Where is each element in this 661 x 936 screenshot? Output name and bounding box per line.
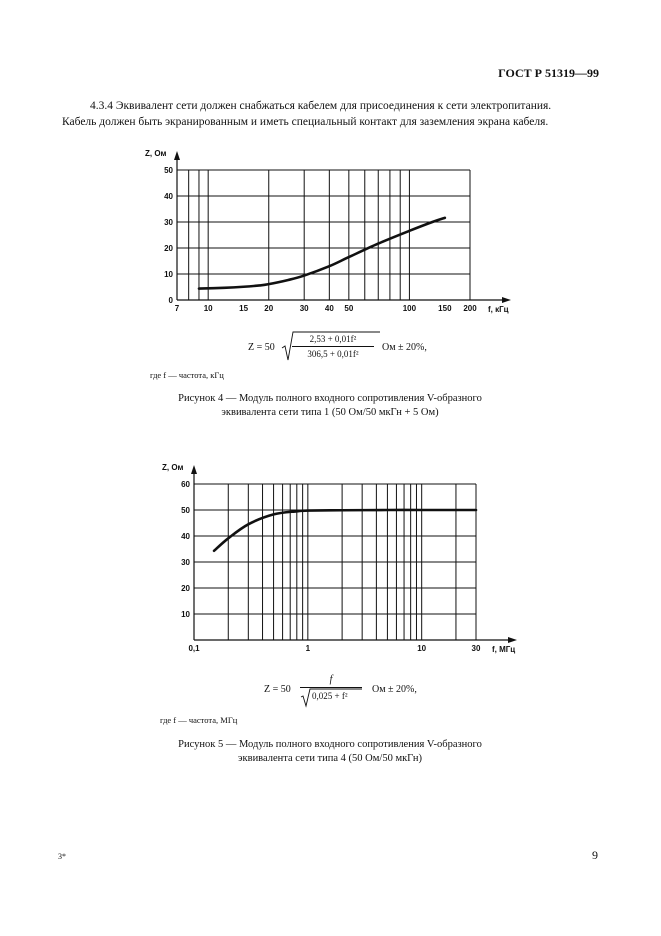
fig5-xlabel: f, МГц — [492, 645, 516, 654]
fig5-ylabel: Z, Ом — [162, 463, 184, 472]
fig5-x-tick-label: 1 — [305, 644, 311, 653]
fig4-x-tick-label: 20 — [264, 304, 274, 313]
fig5-caption-line-2: эквивалента сети типа 4 (50 Ом/50 мкГн) — [238, 753, 422, 764]
fig4-caption-line-2: эквивалента сети типа 1 (50 Ом/50 мкГн + 5 Ом) — [221, 407, 439, 418]
fig4-caption-line-1: Рисунок 4 — Модуль полного входного сопротивления V-образного — [178, 393, 482, 404]
fig5-formula — [264, 674, 464, 710]
fig4-formula-numerator: 2,53 + 0,01f² — [309, 334, 357, 344]
fig5-formula-suffix: Ом ± 20%, — [372, 684, 417, 695]
fig4-x-tick-label: 50 — [344, 304, 354, 313]
fig4-xlabel: f, кГц — [488, 305, 509, 314]
fig4-y-tick-label: 20 — [164, 244, 173, 253]
paragraph-line-2: Кабель должен быть экранированным и иметь специальный контакт для заземления экрана кабеля. — [62, 116, 549, 128]
fig5-y-tick-label: 10 — [181, 610, 190, 619]
fig4-x-tick-label: 100 — [402, 304, 417, 313]
fig5-caption-line-1: Рисунок 5 — Модуль полного входного сопротивления V-образного — [178, 739, 482, 750]
fig5-where: где f — частота, МГц — [160, 715, 238, 725]
fig4-x-tick-label: 15 — [239, 304, 249, 313]
fig5-formula-lhs: Z = 50 — [264, 684, 291, 695]
fig4-y-tick-label: 30 — [164, 218, 173, 227]
fig5-x-arrow — [508, 637, 517, 643]
paragraph-line-1: 4.3.4 Эквивалент сети должен снабжаться кабелем для присоединения к сети электропитания. — [90, 100, 552, 112]
fig5-formula-denominator: 0,025 + f² — [312, 691, 348, 701]
fig5-y-tick-label: 60 — [181, 480, 190, 489]
fig4-x-tick-label: 30 — [299, 304, 309, 313]
fig5-y-tick-label: 50 — [181, 506, 190, 515]
fig4-where: где f — частота, кГц — [150, 370, 224, 380]
fig4-x-tick-label: 200 — [463, 304, 477, 313]
fig5-y-tick-label: 20 — [181, 584, 190, 593]
fig4-x-tick-label: 150 — [438, 304, 452, 313]
fig5-y-arrow — [191, 465, 197, 474]
fig5-x-tick-label: 0,1 — [188, 644, 200, 653]
fig5-series-line — [214, 510, 476, 551]
document-header: ГОСТ Р 51319—99 — [498, 66, 599, 80]
fig4-y-tick-label: 0 — [168, 296, 173, 305]
fig4-formula-denominator: 306,5 + 0,01f² — [307, 349, 359, 359]
fig5-x-tick-label: 10 — [417, 644, 427, 653]
fig4-y-tick-label: 40 — [164, 192, 173, 201]
fig4-ylabel: Z, Ом — [145, 149, 167, 158]
fig4-y-tick-label: 50 — [164, 166, 173, 175]
fig5-y-tick-label: 30 — [181, 558, 190, 567]
fig5-formula-numerator: f — [329, 674, 333, 685]
fig4-x-tick-label: 10 — [203, 304, 213, 313]
fig4-y-tick-label: 10 — [164, 270, 173, 279]
fig4-formula-suffix: Ом ± 20%, — [382, 342, 427, 353]
page-number: 9 — [592, 848, 598, 862]
fig5-x-tick-label: 30 — [471, 644, 481, 653]
fig4-formula-lhs: Z = 50 — [248, 342, 275, 353]
sheet-mark: 3* — [58, 852, 66, 861]
fig5-caption — [120, 738, 540, 766]
fig4-x-tick-label: 40 — [324, 304, 334, 313]
fig4-x-tick-label: 7 — [174, 304, 180, 313]
fig5-y-tick-label: 40 — [181, 532, 190, 541]
